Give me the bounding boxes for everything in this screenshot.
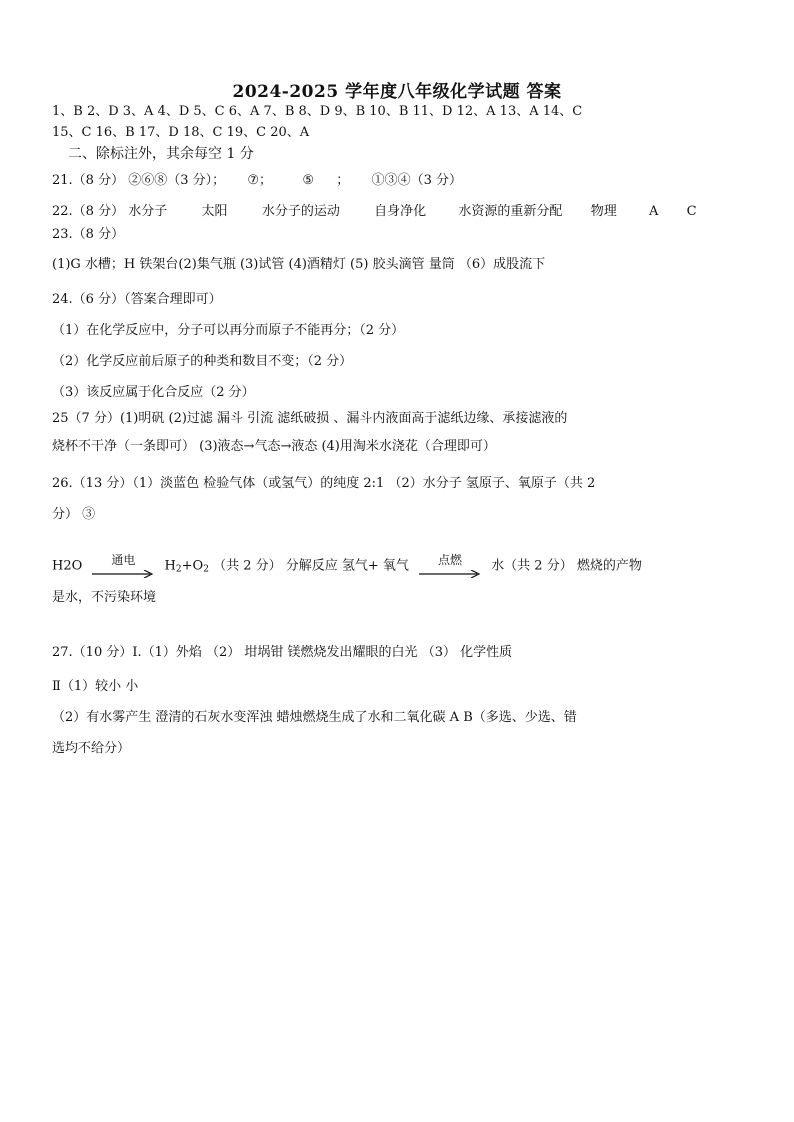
- choice-answers-line-1: 1、B 2、D 3、A 4、D 5、C 6、A 7、B 8、D 9、B 10、B 11、D 12、A 13、A 14、C: [52, 104, 583, 119]
- q22-item: 水资源的重新分配: [458, 204, 563, 219]
- q21-answer-4: ；: [336, 173, 350, 188]
- q22-number: 22.（8 分）: [52, 204, 125, 219]
- q23-number: 23.（8 分）: [52, 227, 125, 242]
- q27-line-2: Ⅱ（1）较小 小: [52, 679, 139, 694]
- q26-line-4: 是水，不污染环境: [52, 590, 157, 605]
- eq-rest: 水（共 2 分） 燃烧的产物: [491, 558, 642, 574]
- eq-product-h: H: [164, 558, 176, 574]
- q22-item: 物理: [590, 204, 617, 219]
- q23-answer: (1)G 水槽；H 铁架台(2)集气瓶 (3)试管 (4)酒精灯 (5) 胶头滴管 量筒 （6）成股流下: [52, 257, 546, 272]
- q22-item: 自身净化: [374, 204, 427, 219]
- q24-part-2: （2）化学反应前后原子的种类和数目不变；（2 分）: [52, 354, 353, 369]
- choice-answers-line-2: 15、C 16、B 17、D 18、C 19、C 20、A: [52, 125, 310, 140]
- q21-answer: [52, 172, 462, 190]
- q24-number: 24.（6 分）（答案合理即可）: [52, 292, 222, 307]
- arrow-right-icon: [419, 570, 481, 578]
- eq-arrow-electrolysis: [92, 552, 154, 580]
- q22-answer: [52, 203, 697, 221]
- q22-item: 太阳: [201, 204, 228, 219]
- q27-line-3: （2）有水雾产生 澄清的石灰水变浑浊 蜡烛燃烧生成了水和二氧化碳 A B（多选、少选、错: [52, 710, 577, 725]
- section-2-note: 二、除标注外，其余每空 1 分: [68, 146, 254, 162]
- eq-plus-o: +O: [181, 558, 204, 574]
- q21-answer-5: ①③④（3 分）: [371, 173, 462, 188]
- page-title: 2024-2025 学年度八年级化学试题 答案: [232, 82, 562, 102]
- eq-subscript: 2: [203, 564, 209, 575]
- q24-part-1: （1）在化学反应中，分子可以再分而原子不能再分；（2 分）: [52, 323, 405, 338]
- q27-line-4: 选均不给分）: [52, 741, 131, 756]
- q21-answer-2: ⑦；: [247, 173, 273, 188]
- q21-answer-3: ⑤: [302, 173, 314, 188]
- eq-condition-1: 通电: [111, 553, 136, 567]
- q21-number: 21.（8 分）: [52, 173, 125, 188]
- eq-subscript: 2: [175, 564, 182, 575]
- q22-item: 水分子的运动: [261, 204, 340, 219]
- q22-item: C: [686, 204, 697, 219]
- q27-line-1: 27.（10 分）I.（1）外焰 （2） 坩埚钳 镁燃烧发出耀眼的白光 （3） 化学性质: [52, 645, 513, 660]
- q25-line-1: 25（7 分）(1)明矾 (2)过滤 漏斗 引流 滤纸破损 、漏斗内液面高于滤纸边缘、承接滤液的: [52, 411, 568, 426]
- eq-reactant: H2O: [52, 558, 83, 574]
- q25-line-2: 烧杯不干净（一条即可） (3)液态→气态→液态 (4)用淘米水浇花（合理即可）: [52, 439, 496, 454]
- eq-arrow-ignition: [419, 552, 481, 580]
- eq-note-1: （共 2 分） 分解反应 氢气+ 氧气: [213, 558, 409, 574]
- q24-part-3: （3）该反应属于化合反应（2 分）: [52, 385, 255, 400]
- q26-line-1: 26.（13 分）（1）淡蓝色 检验气体（或氢气）的纯度 2:1 （2）水分子 氢原子、氧原子（共 2: [52, 476, 596, 491]
- q22-item: 水分子: [128, 204, 168, 219]
- eq-condition-2: 点燃: [438, 553, 463, 567]
- q21-answer-1: ②⑥⑧（3 分）；: [128, 173, 226, 188]
- q22-item: A: [649, 204, 659, 219]
- q26-equation-line: [52, 552, 642, 580]
- q26-line-2: 分） ③: [52, 507, 96, 522]
- arrow-right-icon: [92, 570, 154, 578]
